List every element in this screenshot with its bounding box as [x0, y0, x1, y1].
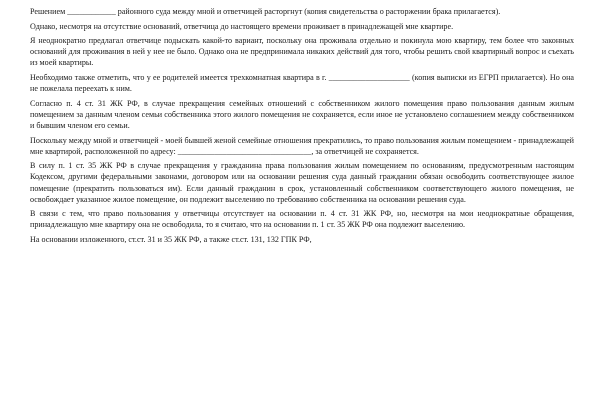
paragraph: Поскольку между мной и ответчицей - моей бывшей женой семейные отношения прекратились, то право пользования жилым помещением - принадлежащей мне квартирой, расположенной по адресу: _________________________________, за ответчицей не сохраняется. [30, 135, 574, 156]
paragraph: В силу п. 1 ст. 35 ЖК РФ в случае прекращения у гражданина права пользования жилым помещением по основаниям, предусмотренным настоящим Кодексом, другими федеральными законами, договором или на основании решения суда данный гражданин обязан освободить соответствующее жилое помещение (прекратить пользоваться им). Если данный гражданин в срок, установленный собственником соответствующего жилого помещения, не освобождает указанное жилое помещение, он подлежит выселению по требованию собственника на основании решения суда. [30, 161, 574, 204]
paragraph: Я неоднократно предлагал ответчице подыскать какой-то вариант, поскольку она проживала отдельно и покинула мою квартиру, тем более что законных оснований для проживания в ней у нее не было. Однако она не предпринимала никаких действий для того, чтобы решить свой квартирный вопрос и съехать из моей квартиры. [30, 36, 574, 68]
paragraph: Необходимо также отметить, что у ее родителей имеется трехкомнатная квартира в г. ____________________ (копия выписки из ЕГРП прилагается). Но она не пожелала переехать к ним. [30, 72, 574, 94]
page-bottom-edge [0, 394, 600, 400]
paragraph: Решением ____________ районного суда между мной и ответчицей расторгнут (копия свидетельства о расторжении брака прилагается). [30, 7, 501, 16]
page-top-edge [0, 0, 600, 2]
paragraph: Однако, несмотря на отсутствие оснований, ответчица до настоящего времени проживает в принадлежащей мне квартире. [30, 21, 454, 31]
paragraph-truncated: На основании изложенного, ст.ст. 31 и 35 ЖК РФ, а также ст.ст. 131, 132 ГПК РФ, [30, 234, 312, 243]
document-body [30, 6, 574, 243]
paragraph: Согласно п. 4 ст. 31 ЖК РФ, в случае прекращения семейных отношений с собственником жилого помещения право пользования данным жилым помещением за данным членом семьи собственника этого жилого помещения не сохраняется, если иное не установлено соглашением между собственником и бывшим членом его семьи. [30, 98, 574, 130]
paragraph: В связи с тем, что право пользования у ответчицы отсутствует на основании п. 4 ст. 31 ЖК РФ, но, несмотря на мои неоднократные обращения, принадлежащую мне квартиру она не освободила, то я считаю, что на основании п. 1 ст. 35 ЖК РФ она подлежит выселению. [30, 209, 574, 230]
